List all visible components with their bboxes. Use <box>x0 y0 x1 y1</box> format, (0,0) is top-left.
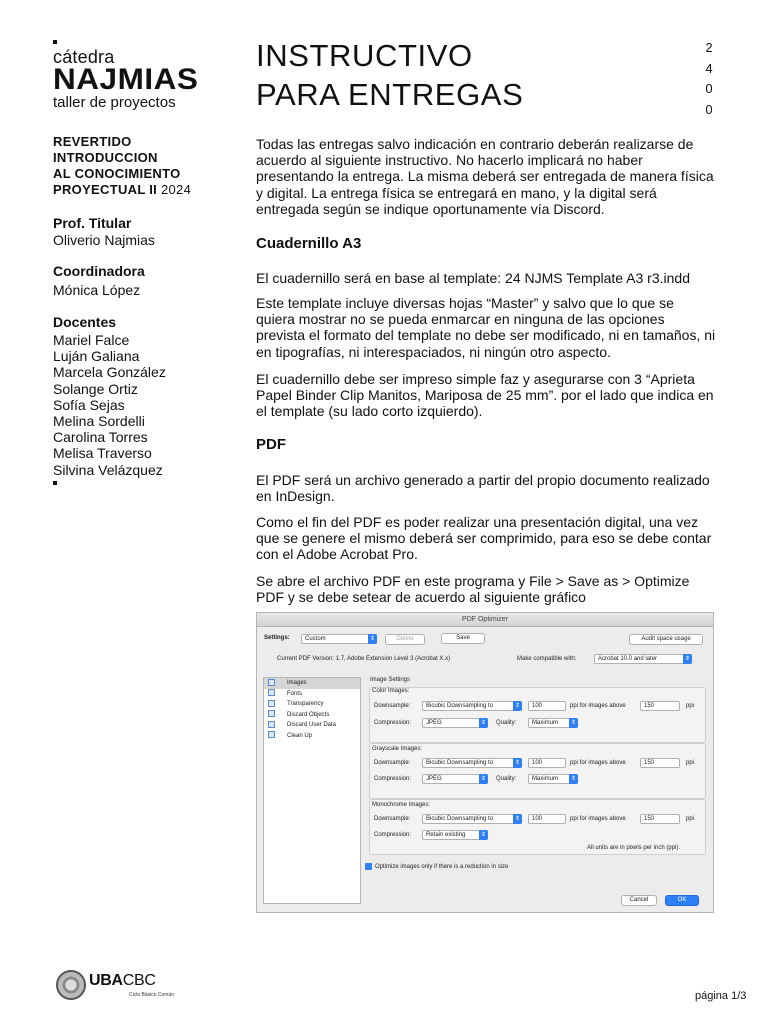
downsample-label: Downsample: <box>374 816 411 822</box>
dialog-title: PDF Optimizer <box>257 613 713 627</box>
above-value: 150 <box>644 816 655 822</box>
brand-subtitle: taller de proyectos <box>53 94 176 111</box>
heading-pdf: PDF <box>256 436 286 453</box>
docente-name: Carolina Torres <box>53 429 148 446</box>
chevron-down-icon: ⇕ <box>684 656 691 662</box>
checkbox-icon <box>268 710 275 717</box>
year-digit: 0 <box>705 81 713 96</box>
above-input[interactable] <box>640 814 680 824</box>
quality-select[interactable] <box>528 774 578 784</box>
quality-label: Quality: <box>496 776 517 782</box>
compression-label: Compression: <box>374 776 412 782</box>
ppi-value: 100 <box>532 816 543 822</box>
chevron-down-icon: ⇕ <box>480 832 487 838</box>
downsample-select[interactable] <box>422 814 522 824</box>
image-settings-title: Image Settings <box>370 677 411 683</box>
optimizer-sidebar <box>263 677 361 904</box>
course-line: INTRODUCCION <box>53 150 158 165</box>
brand-block <box>53 40 243 111</box>
quality-value: Maximum <box>532 720 559 726</box>
settings-value: Custom <box>305 636 326 642</box>
cbc-subtitle: Ciclo Básico Común <box>129 992 175 998</box>
downsample-select[interactable] <box>422 701 522 711</box>
docentes-label: Docentes <box>53 314 117 330</box>
ppi-value: 100 <box>532 760 543 766</box>
year-digit: 2 <box>705 40 713 55</box>
docente-name: Luján Galiana <box>53 348 140 365</box>
sidebar-item-label: Discard User Data <box>287 722 337 728</box>
ppi-above-label: ppi for images above <box>570 760 626 766</box>
optimize-checkbox-row[interactable] <box>365 863 508 870</box>
chevron-down-icon: ⇕ <box>480 776 487 782</box>
pdf-paragraph: El PDF será un archivo generado a partir del propio documento realizado en InDesign. <box>256 472 710 505</box>
ppi-above-label: ppi for images above <box>570 703 626 709</box>
delete-button-label: Delete <box>396 636 414 642</box>
chevron-down-icon: ⇕ <box>514 760 521 766</box>
quality-value: Maximum <box>532 776 559 782</box>
sidebar-item-label: Discard Objects <box>287 711 330 718</box>
ppi-input[interactable] <box>528 758 566 768</box>
above-input[interactable] <box>640 701 680 711</box>
heading-cuadernillo: Cuadernillo A3 <box>256 235 362 252</box>
downsample-value: Bicubic Downsampling to <box>426 703 494 709</box>
coordinadora-block <box>53 263 243 298</box>
pdf-paragraph: Se abre el archivo PDF en este programa y File > Save as > Optimize PDF y se debe setear de acuerdo al siguiente gráfico <box>256 573 690 606</box>
brand-catedra: cátedra <box>53 47 115 67</box>
downsample-select[interactable] <box>422 758 522 768</box>
ppi-input[interactable] <box>528 701 566 711</box>
sidebar-item-clean-up[interactable] <box>264 731 360 742</box>
docente-name: Mariel Falce <box>53 332 130 348</box>
uba-cbc-wordmark <box>89 972 156 990</box>
page-title-line: INSTRUCTIVO <box>256 38 473 73</box>
uba-text: UBA <box>89 972 123 989</box>
above-value: 150 <box>644 760 655 766</box>
docente-name: Silvina Velázquez <box>53 461 163 478</box>
group-title: Color Images: <box>372 688 410 694</box>
downsample-value: Bicubic Downsampling to <box>426 760 494 766</box>
sidebar-item-discard-objects[interactable] <box>264 710 360 721</box>
titular-block <box>53 215 243 248</box>
downsample-label: Downsample: <box>374 703 411 709</box>
ppi-unit: ppi <box>686 703 695 709</box>
cuadernillo-paragraph: El cuadernillo debe ser impreso simple faz y asegurarse con 3 “Aprieta Papel Binder Clip Manitos, Mariposa de 25 mm”. por el lado que indica en el template (su lado corto izquierdo). <box>256 371 714 420</box>
group-title: Monochrome Images: <box>372 802 431 808</box>
checkbox-icon <box>268 721 275 728</box>
ppi-above-label: ppi for images above <box>570 816 626 822</box>
checkbox-icon <box>268 679 275 686</box>
docente-name: Sofía Sejas <box>53 396 125 413</box>
delete-button[interactable] <box>385 634 425 645</box>
cancel-button[interactable] <box>621 895 657 906</box>
checkbox-checked-icon <box>365 863 372 870</box>
compat-select[interactable] <box>594 654 692 664</box>
sidebar-item-label: Transparency <box>287 701 324 707</box>
coordinadora-name: Mónica López <box>53 282 141 298</box>
chevron-down-icon: ⇕ <box>480 720 487 726</box>
optimize-checkbox-label: Optimize images only if there is a reduction in size <box>375 864 509 871</box>
checkbox-icon <box>268 689 275 696</box>
intro-paragraph: Todas las entregas salvo indicación en contrario deberán realizarse de acuerdo al siguiente instructivo. No hacerlo implicará no haber presentando la entrega. La misma deberá ser entregada de manera física y digital. La entrega física se entregará en mano, y la digital será entregada según se indique oportunamente vía Discord. <box>256 136 714 217</box>
sidebar-item-discard-user-data[interactable] <box>264 720 360 731</box>
chevron-down-icon: ⇕ <box>514 816 521 822</box>
downsample-label: Downsample: <box>374 760 411 766</box>
page-title-line: PARA ENTREGAS <box>256 77 524 112</box>
page-number: página 1/3 <box>695 990 747 1002</box>
page-title <box>256 36 523 114</box>
current-pdf-version: Current PDF Version: 1.7, Adobe Extension Level 3 (Acrobat X.x) <box>277 656 451 662</box>
course-line-text: PROYECTUAL II <box>53 182 158 197</box>
course-line: REVERTIDO <box>53 134 132 149</box>
docentes-block <box>53 314 243 485</box>
pdf-paragraph: Como el fin del PDF es poder realizar una presentación digital, una vez que se genere el mismo deberá ser comprimido, para eso se debe contar con el Adobe Acrobat Pro. <box>256 514 712 563</box>
settings-select[interactable] <box>301 634 377 644</box>
compression-label: Compression: <box>374 832 412 838</box>
chevron-down-icon: ⇕ <box>570 776 577 782</box>
audit-space-label: Audit space usage <box>641 636 691 642</box>
checkbox-icon <box>268 731 275 738</box>
group-title: Grayscale Images: <box>372 746 423 752</box>
sidebar-item-transparency[interactable] <box>264 699 360 710</box>
ppi-input[interactable] <box>528 814 566 824</box>
compression-select[interactable] <box>422 774 488 784</box>
save-button-label: Save <box>456 635 470 641</box>
cbc-text: CBC <box>122 972 156 989</box>
save-button[interactable] <box>441 633 485 644</box>
sidebar-item-images[interactable] <box>264 678 360 689</box>
year-digit: 4 <box>705 60 713 76</box>
course-line <box>53 182 243 198</box>
chevron-down-icon: ⇕ <box>514 703 521 709</box>
color-images-group <box>369 687 706 743</box>
university-seal-icon <box>56 970 86 1000</box>
coordinadora-label: Coordinadora <box>53 263 145 279</box>
cuadernillo-paragraph: Este template incluye diversas hojas “Master” y salvo que lo que se quiera mostrar no se pueda enmarcar en ninguna de las opciones prevista el formato del template no debe ser modificado, ni en tamaños, ni en tipografías, ni interespaciados, ni ningún otro aspecto. <box>256 295 716 360</box>
year-vertical <box>704 38 714 120</box>
course-year: 2024 <box>160 182 192 197</box>
downsample-value: Bicubic Downsampling to <box>426 816 494 822</box>
ppi-unit: ppi <box>686 816 695 822</box>
checkbox-icon <box>268 700 275 707</box>
grayscale-images-group <box>369 743 706 799</box>
settings-label: Settings: <box>264 635 290 641</box>
compression-label: Compression: <box>374 720 412 726</box>
cancel-button-label: Cancel <box>629 897 649 903</box>
brand-name: NAJMIAS <box>53 63 199 96</box>
course-name <box>53 134 243 198</box>
above-value: 150 <box>644 703 655 709</box>
quality-select[interactable] <box>528 718 578 728</box>
ok-button-label: OK <box>677 897 687 903</box>
ppi-unit: ppi <box>686 760 695 766</box>
titular-label: Prof. Titular <box>53 215 132 231</box>
pdf-optimizer-screenshot <box>256 612 714 913</box>
titular-name: Oliverio Najmias <box>53 232 155 248</box>
compat-label: Make compatible with: <box>517 656 577 662</box>
docente-name: Melina Sordelli <box>53 413 145 430</box>
docente-name: Marcela González <box>53 364 166 381</box>
compression-value: Retain existing <box>426 832 466 838</box>
square-mark-icon <box>53 481 57 485</box>
units-note: All units are in pixels per inch (ppi). <box>587 845 681 851</box>
square-mark-icon <box>53 40 57 44</box>
sidebar-item-label: Images <box>287 680 307 686</box>
sidebar-item-fonts[interactable] <box>264 689 360 700</box>
sidebar-item-label: Clean Up <box>287 732 313 739</box>
compat-value: Acrobat 10.0 and later <box>598 656 658 662</box>
chevron-down-icon: ⇕ <box>369 636 376 642</box>
compression-select[interactable] <box>422 830 488 840</box>
above-input[interactable] <box>640 758 680 768</box>
docente-name: Solange Ortiz <box>53 380 138 397</box>
sidebar-item-label: Fonts <box>287 690 303 697</box>
course-line: AL CONOCIMIENTO <box>53 166 181 181</box>
audit-space-button[interactable] <box>629 634 703 645</box>
ok-button[interactable] <box>665 895 699 906</box>
docente-name: Melisa Traverso <box>53 445 152 462</box>
compression-value: JPEG <box>426 720 442 726</box>
compression-select[interactable] <box>422 718 488 728</box>
ppi-value: 100 <box>532 703 543 709</box>
chevron-down-icon: ⇕ <box>570 720 577 726</box>
compression-value: JPEG <box>426 776 442 782</box>
quality-label: Quality: <box>496 720 517 726</box>
year-digit: 0 <box>705 101 713 117</box>
cuadernillo-paragraph: El cuadernillo será en base al template: 24 NJMS Template A3 r3.indd <box>256 270 690 286</box>
